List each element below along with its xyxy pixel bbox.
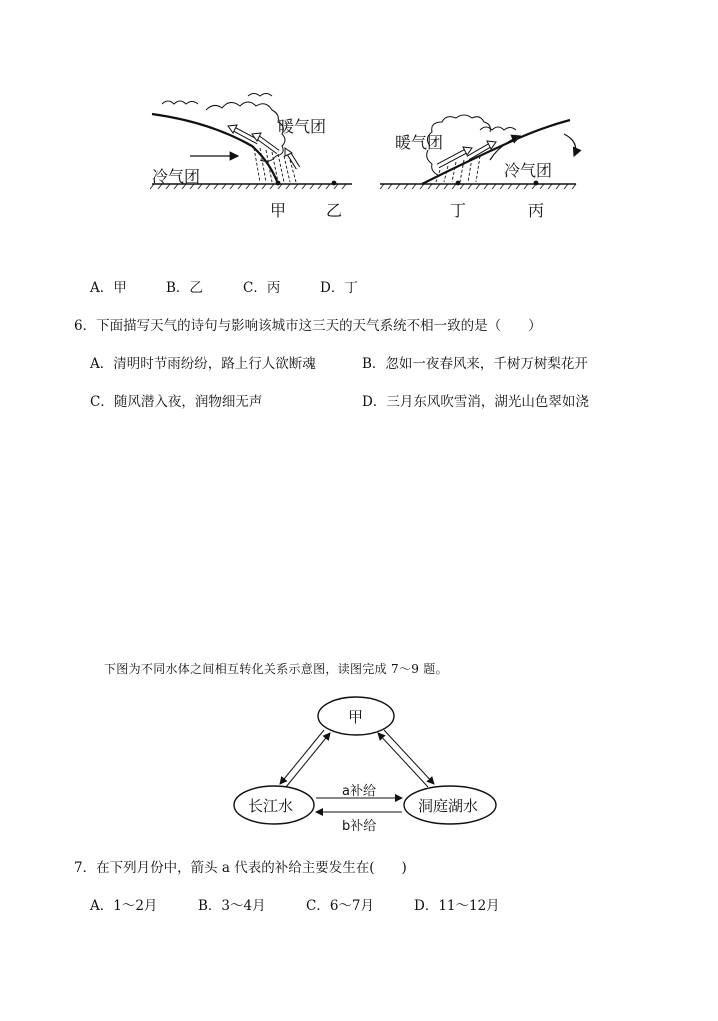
q5-option-b[interactable]: B．乙 <box>166 280 203 296</box>
water-arrow-a-label: a补给 <box>342 784 376 799</box>
left-cold-mass-label: 冷气团 <box>152 167 201 186</box>
left-point-a-label: 甲 <box>270 201 287 220</box>
q6-option-a[interactable]: A．清明时节雨纷纷，路上行人欲断魂 <box>90 356 316 372</box>
figure-intro: 下图为不同水体之间相互转化关系示意图，读图完成 7～9 题。 <box>104 662 448 676</box>
q7-option-d[interactable]: D．11～12月 <box>414 898 500 914</box>
water-top-label: 甲 <box>348 708 364 726</box>
q7-option-c[interactable]: C．6～7月 <box>306 898 375 914</box>
q7-stem: 7．在下列月份中，箭头 a 代表的补给主要发生在( ) <box>74 860 407 876</box>
q5-option-c[interactable]: C．丙 <box>243 280 281 296</box>
right-cold-mass-label: 冷气团 <box>504 161 553 180</box>
right-point-b-label: 丙 <box>528 201 545 220</box>
left-point-b-label: 乙 <box>326 201 343 220</box>
q6-option-d[interactable]: D．三月东风吹雪消，湖光山色翠如浇 <box>362 394 589 410</box>
q7-option-a[interactable]: A．1～2月 <box>90 898 158 914</box>
q5-option-a[interactable]: A．甲 <box>90 280 127 296</box>
water-left-label: 长江水 <box>248 797 294 815</box>
q6-option-b[interactable]: B．忽如一夜春风来，千树万树梨花开 <box>362 356 588 372</box>
q6-option-c[interactable]: C．随风潜入夜，润物细无声 <box>90 394 263 410</box>
q5-option-d[interactable]: D．丁 <box>320 280 358 296</box>
q6-stem: 6．下面描写天气的诗句与影响该城市这三天的天气系统不相一致的是（ ） <box>74 318 542 334</box>
q7-option-b[interactable]: B．3～4月 <box>198 898 266 914</box>
left-warm-mass-label: 暖气团 <box>278 117 327 136</box>
water-arrow-b-label: b补给 <box>342 819 377 834</box>
water-right-label: 洞庭湖水 <box>418 797 479 815</box>
front-diagram <box>140 90 590 220</box>
right-point-a-label: 丁 <box>450 201 467 220</box>
right-warm-mass-label: 暖气团 <box>395 133 444 152</box>
